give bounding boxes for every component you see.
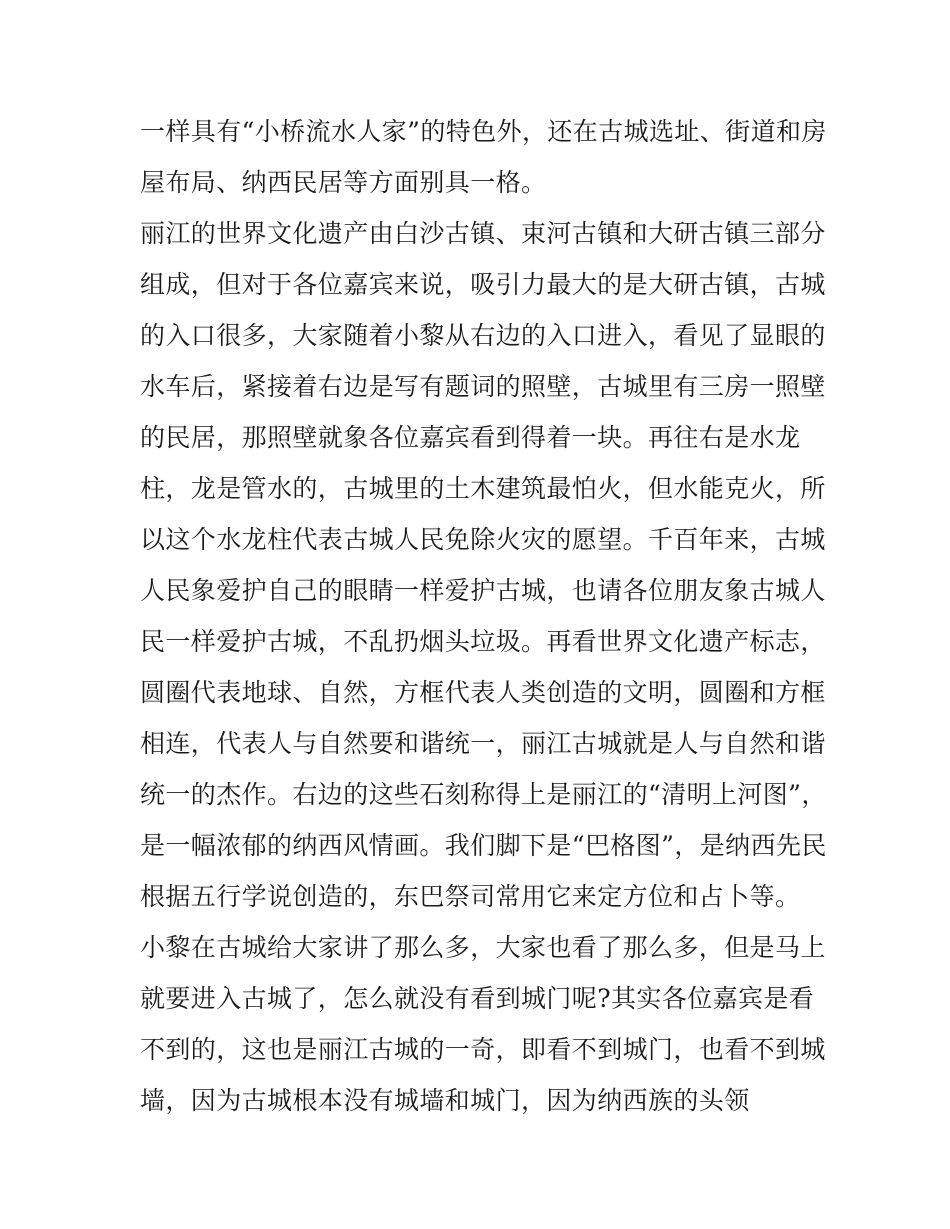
text-line: 的民居，那照壁就象各位嘉宾看到得着一块。再往右是水龙 bbox=[140, 423, 801, 452]
text-line: 不到的，这也是丽江古城的一奇，即看不到城门，也看不到城 bbox=[140, 1035, 826, 1064]
text-line: 统一的杰作。右边的这些石刻称得上是丽江的“清明上河图”， bbox=[140, 780, 827, 809]
text-line: 墙，因为古城根本没有城墙和城门，因为纳西族的头领 bbox=[140, 1086, 750, 1115]
text-line: 屋布局、纳西民居等方面别具一格。 bbox=[140, 168, 547, 197]
text-line: 水车后，紧接着右边是写有题词的照壁，古城里有三房一照壁 bbox=[140, 372, 826, 401]
text-line: 相连，代表人与自然要和谐统一，丽江古城就是人与自然和谐 bbox=[140, 729, 826, 758]
text-line: 以这个水龙柱代表古城人民免除火灾的愿望。千百年来，古城 bbox=[140, 525, 826, 554]
text-line: 民一样爱护古城，不乱扔烟头垃圾。再看世界文化遗产标志， bbox=[140, 627, 826, 656]
text-line: 人民象爱护自己的眼睛一样爱护古城，也请各位朋友象古城人 bbox=[140, 576, 826, 605]
text-line: 是一幅浓郁的纳西风情画。我们脚下是“巴格图”，是纳西先民 bbox=[140, 831, 827, 860]
text-line: 圆圈代表地球、自然，方框代表人类创造的文明，圆圈和方框 bbox=[140, 678, 826, 707]
text-line: 柱，龙是管水的，古城里的土木建筑最怕火，但水能克火，所 bbox=[140, 474, 826, 503]
text-line: 丽江的世界文化遗产由白沙古镇、束河古镇和大研古镇三部分 bbox=[140, 219, 826, 248]
text-line: 一样具有“小桥流水人家”的特色外，还在古城选址、街道和房 bbox=[140, 117, 827, 146]
text-line: 的入口很多，大家随着小黎从右边的入口进入，看见了显眼的 bbox=[140, 321, 826, 350]
document-body bbox=[140, 106, 827, 1126]
text-line: 就要进入古城了，怎么就没有看到城门呢?其实各位嘉宾是看 bbox=[140, 984, 815, 1013]
text-line: 根据五行学说创造的，东巴祭司常用它来定方位和占卜等。 bbox=[140, 882, 801, 911]
text-line: 小黎在古城给大家讲了那么多，大家也看了那么多，但是马上 bbox=[140, 933, 826, 962]
text-line: 组成，但对于各位嘉宾来说，吸引力最大的是大研古镇，古城 bbox=[140, 270, 826, 299]
